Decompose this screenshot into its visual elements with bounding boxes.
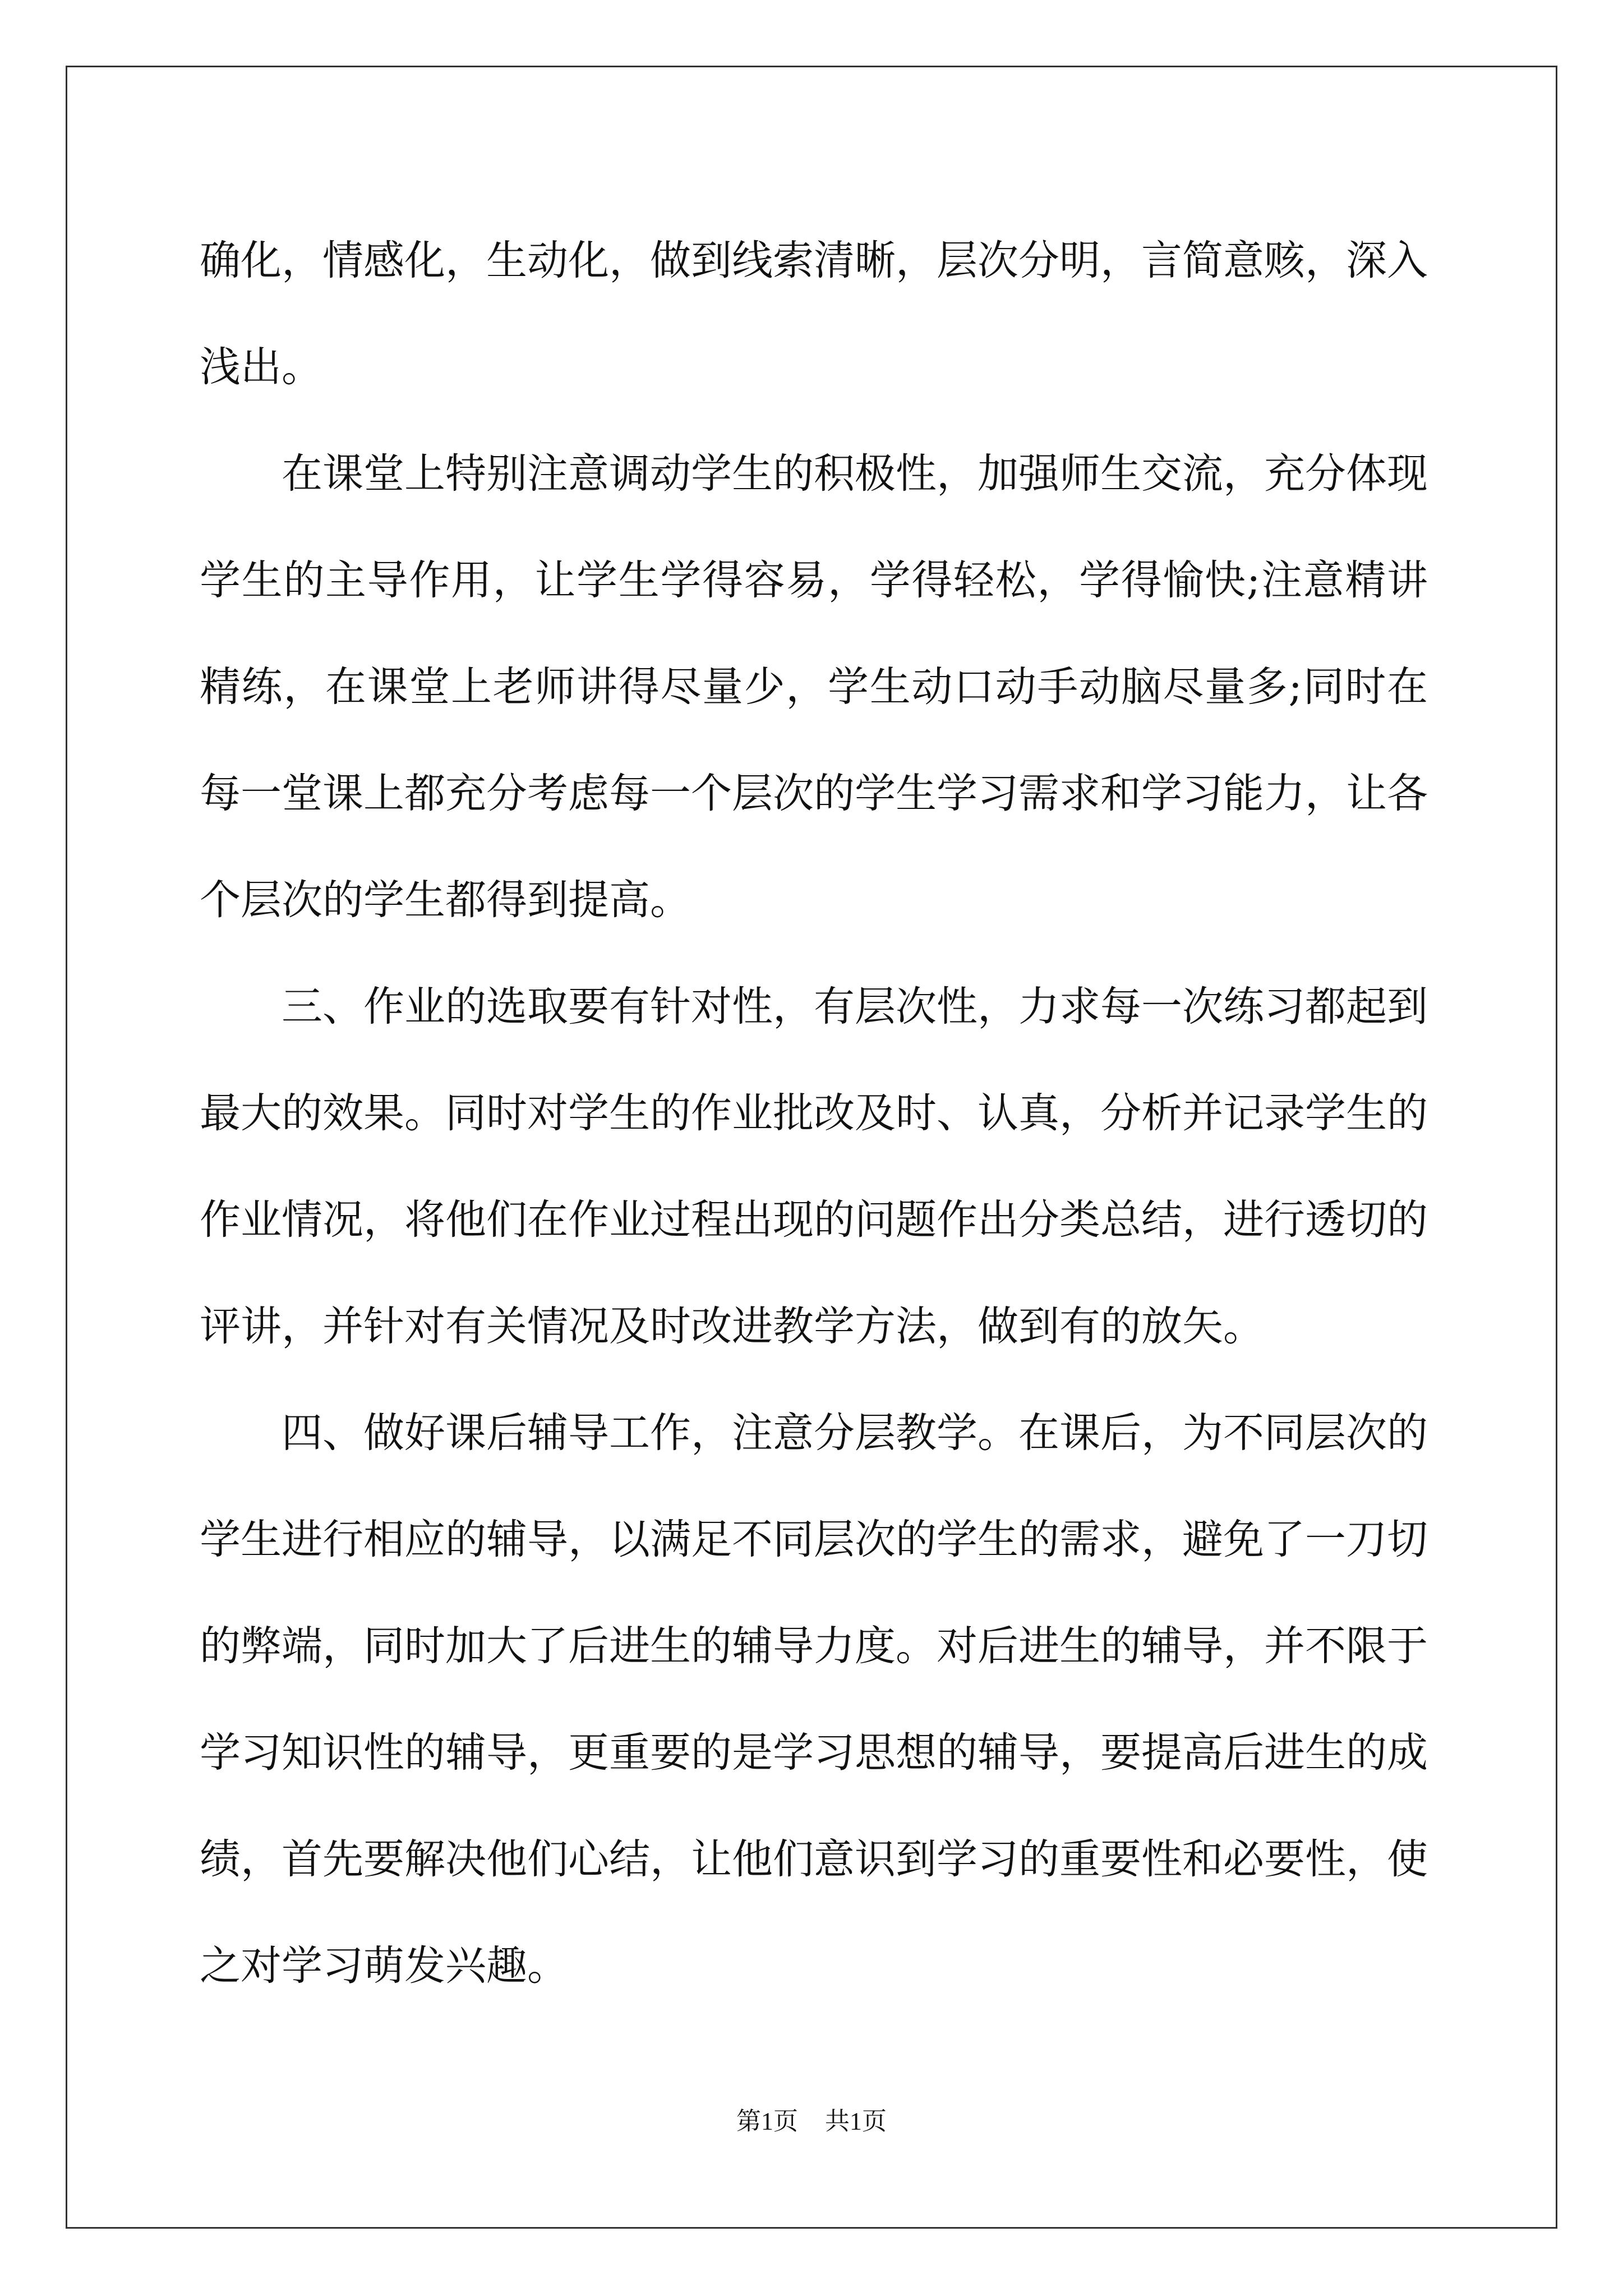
document-body <box>200 208 1428 2019</box>
page-footer <box>0 2101 1623 2137</box>
page-total: 共1页 <box>825 2108 887 2135</box>
paragraph-4: 四、做好课后辅导工作，注意分层教学。在课后，为不同层次的学生进行相应的辅导，以满足不同层次的学生的需求，避免了一刀切的弊端，同时加大了后进生的辅导力度。对后进生的辅导，并不限于学习知识性的辅导，更重要的是学习思想的辅导，要提高后进生的成绩，首先要解决他们心结，让他们意识到学习的重要性和必要性，使之对学习萌发兴趣。 <box>200 1409 1428 1990</box>
paragraph-3: 三、作业的选取要有针对性，有层次性，力求每一次练习都起到最大的效果。同时对学生的作业批改及时、认真，分析并记录学生的作业情况，将他们在作业过程出现的问题作出分类总结，进行透切的评讲，并针对有关情况及时改进教学方法，做到有的放矢。 <box>200 983 1428 1350</box>
paragraph-1: 确化，情感化，生动化，做到线索清晰，层次分明，言简意赅，深入浅出。 <box>200 237 1428 391</box>
page-number: 第1页 <box>736 2108 798 2135</box>
paragraph-2: 在课堂上特别注意调动学生的积极性，加强师生交流，充分体现学生的主导作用，让学生学得容易，学得轻松，学得愉快;注意精讲精练，在课堂上老师讲得尽量少，学生动口动手动脑尽量多;同时在每一堂课上都充分考虑每一个层次的学生学习需求和学习能力，让各个层次的学生都得到提高。 <box>200 450 1428 924</box>
